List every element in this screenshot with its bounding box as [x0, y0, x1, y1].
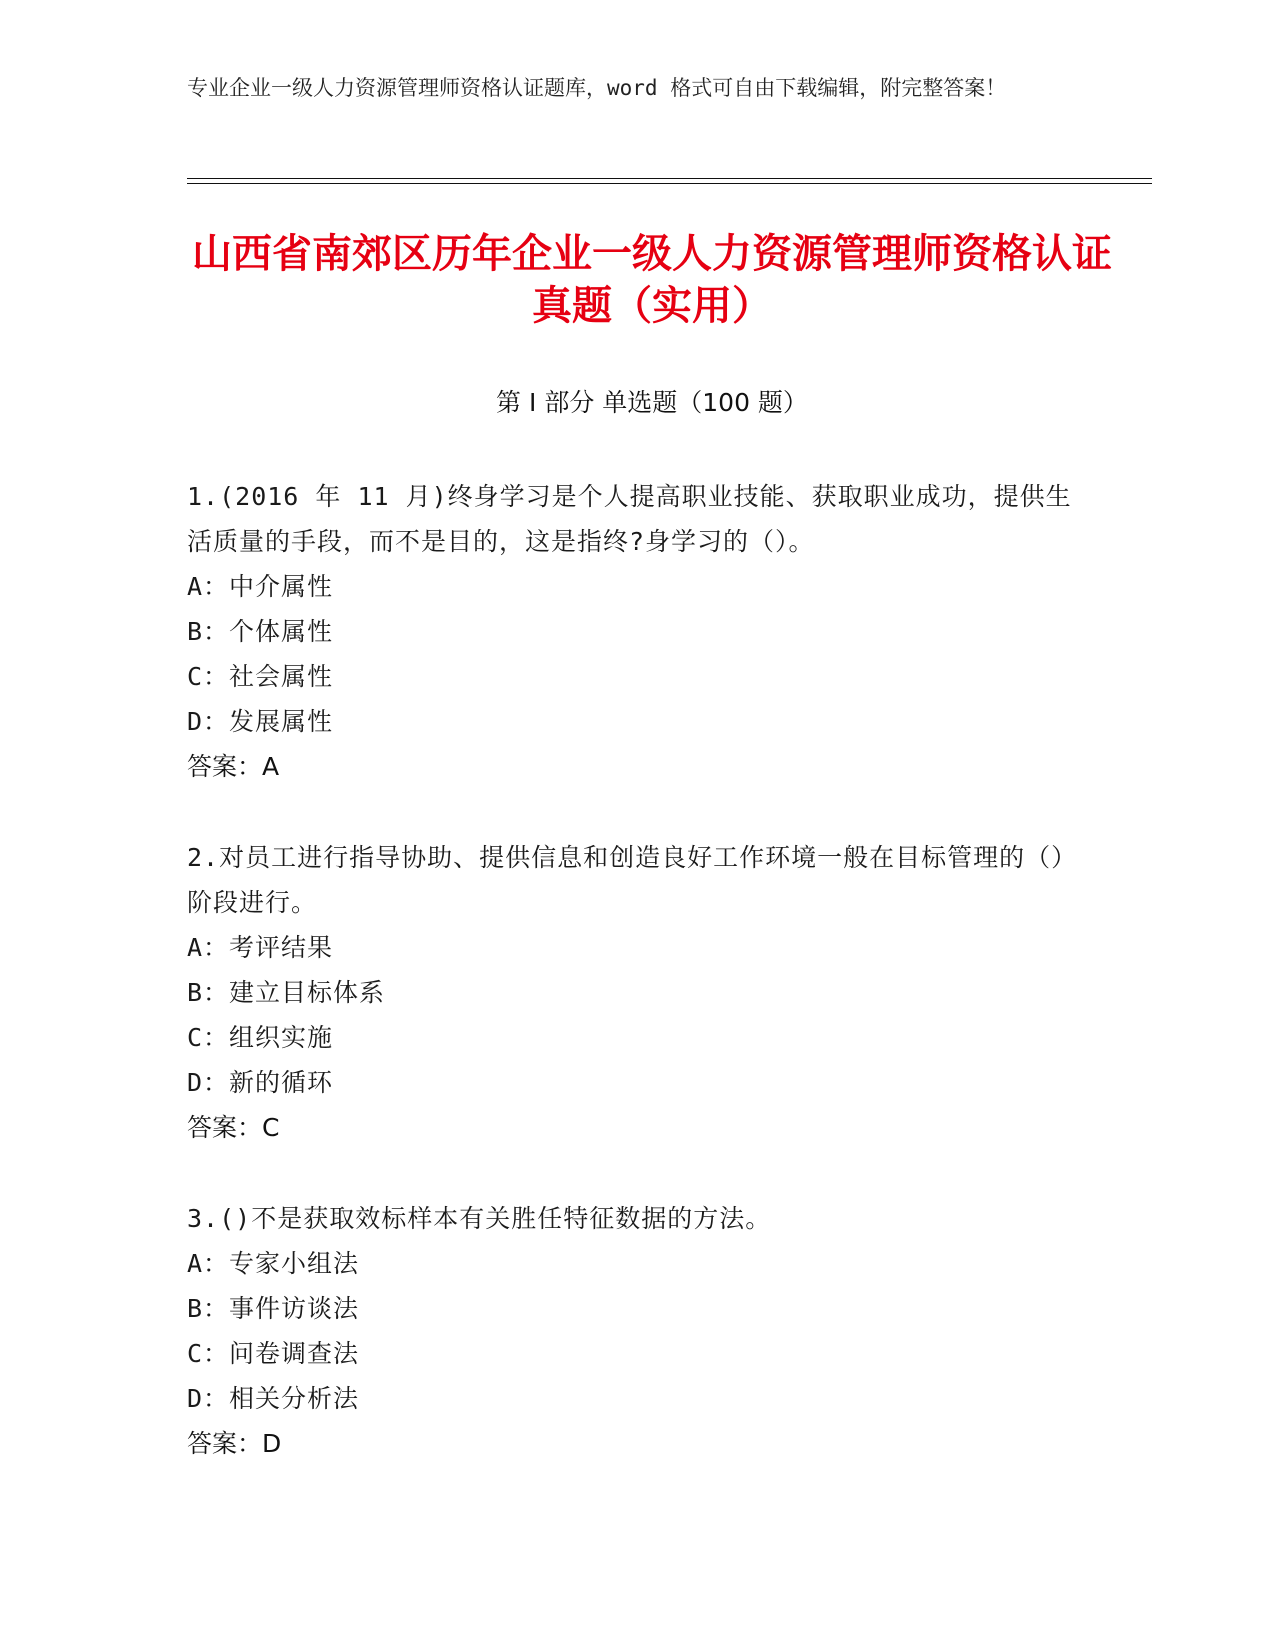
option-b: B：事件访谈法: [187, 1294, 360, 1323]
document-title: 山西省南郊区历年企业一级人力资源管理师资格认证真题（实用）: [192, 231, 1112, 329]
option-c: C：问卷调查法: [187, 1339, 360, 1368]
question-stem: 2.对员工进行指导协助、提供信息和创造良好工作环境一般在目标管理的（）阶段进行。: [187, 843, 1078, 917]
question-item: [187, 835, 1087, 1150]
header-divider-bottom: [187, 183, 1152, 184]
answer: 答案：A: [187, 752, 280, 781]
option-a: A：专家小组法: [187, 1249, 360, 1278]
header-note: 专业企业一级人力资源管理师资格认证题库，word 格式可自由下载编辑，附完整答案！: [187, 76, 1007, 100]
option-a: A：考评结果: [187, 933, 334, 962]
question-stem: 3.()不是获取效标样本有关胜任特征数据的方法。: [187, 1204, 772, 1233]
answer: 答案：C: [187, 1113, 280, 1142]
option-b: B：个体属性: [187, 617, 334, 646]
option-b: B：建立目标体系: [187, 978, 386, 1007]
question-item: [187, 1196, 1087, 1466]
option-c: C：社会属性: [187, 662, 334, 691]
answer: 答案：D: [187, 1429, 282, 1458]
option-d: D：相关分析法: [187, 1384, 360, 1413]
option-a: A：中介属性: [187, 572, 334, 601]
question-list: [187, 474, 1087, 1512]
header-divider-top: [187, 178, 1152, 179]
option-d: D：新的循环: [187, 1068, 334, 1097]
question-item: [187, 474, 1087, 789]
section-heading: 第 I 部分 单选题（100 题）: [496, 388, 808, 417]
question-stem: 1.(2016 年 11 月)终身学习是个人提高职业技能、获取职业成功，提供生活质量的手段，而不是目的，这是指终?身学习的（）。: [187, 482, 1072, 556]
option-d: D：发展属性: [187, 707, 334, 736]
option-c: C：组织实施: [187, 1023, 334, 1052]
